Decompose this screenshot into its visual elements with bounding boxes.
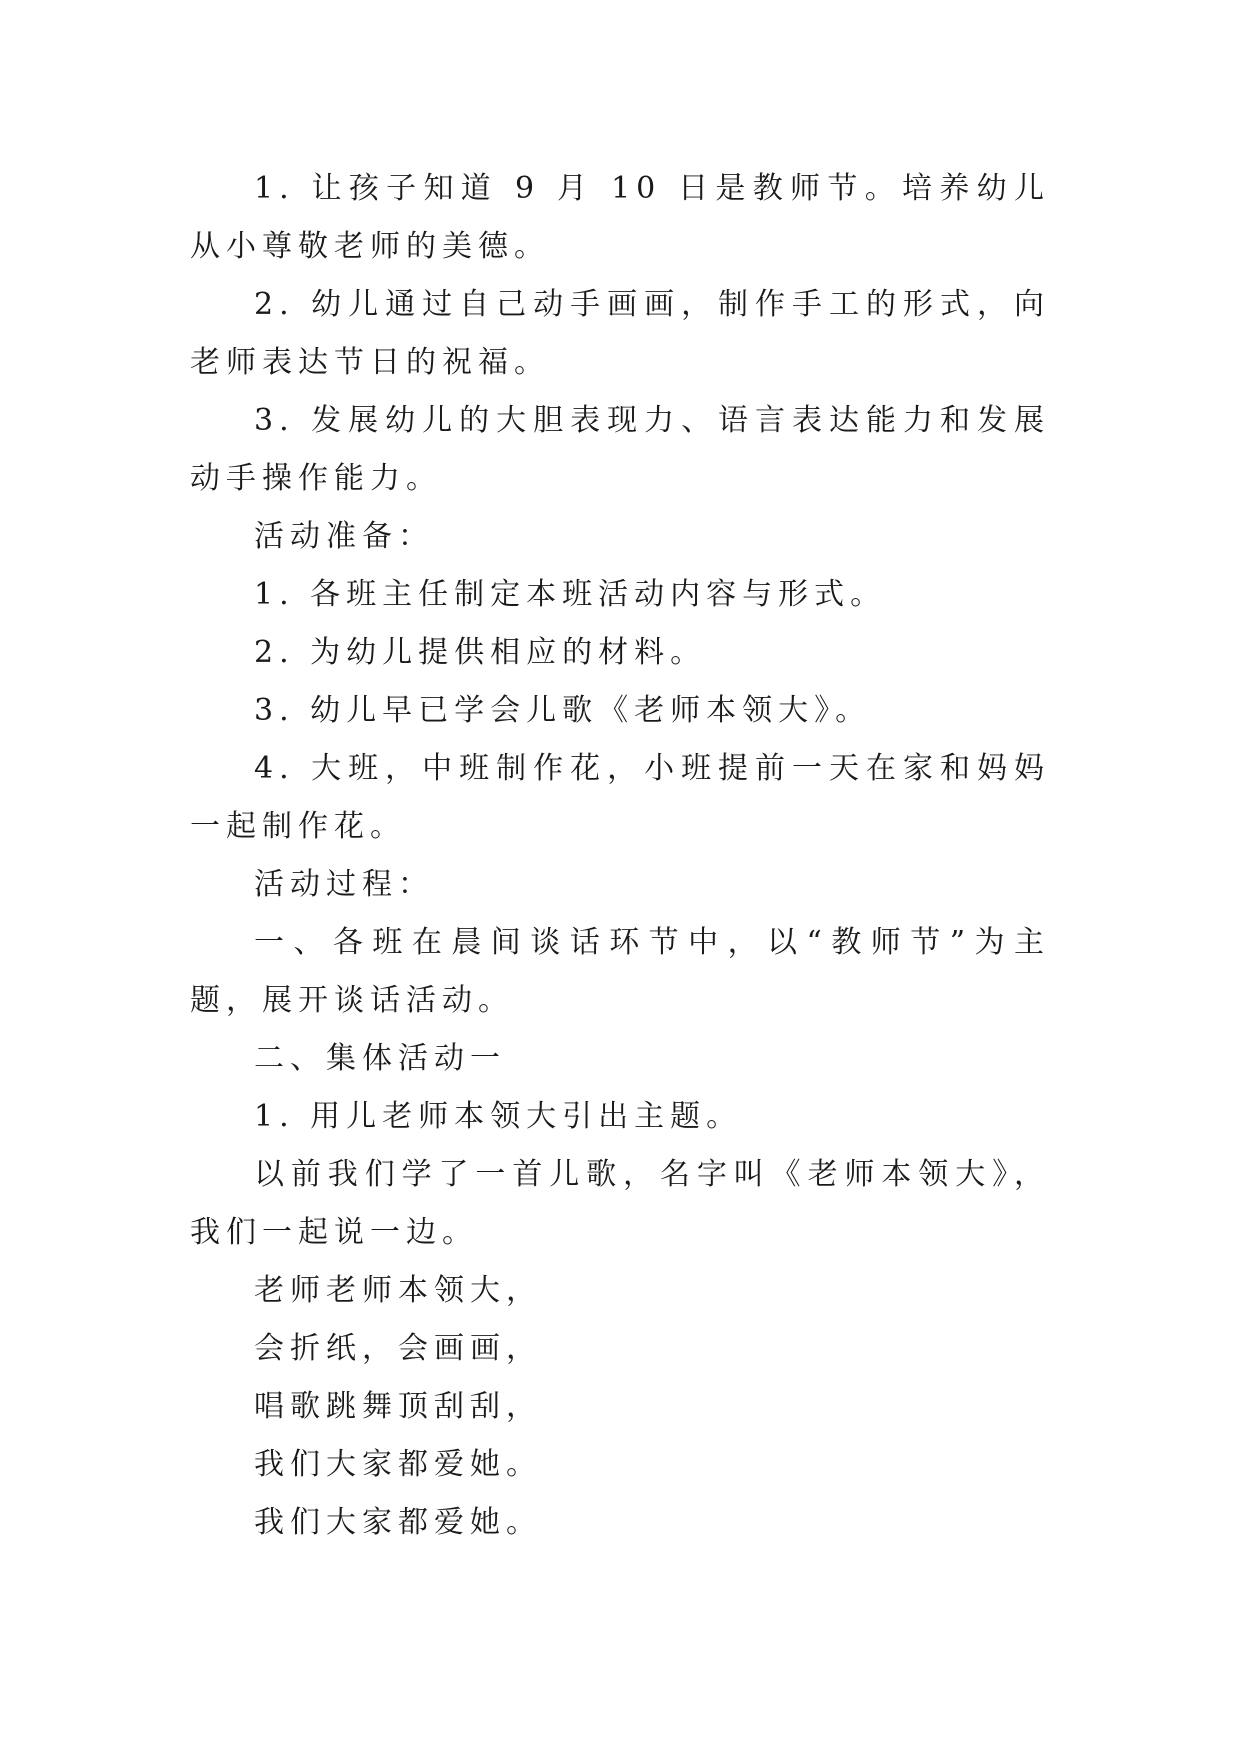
rhyme-line-5: 我们大家都爱她。 (254, 1505, 542, 1540)
preparation-item-1: 1. 各班主任制定本班活动内容与形式。 (254, 577, 887, 612)
preparation-item-4: 4. 大班，中班制作花，小班提前一天在家和妈妈一起制作花。 (190, 751, 1050, 844)
section-heading-process: 活动过程： (254, 867, 434, 902)
preparation-item-3: 3. 幼儿早已学会儿歌《老师本领大》。 (254, 693, 872, 728)
activity-item-1: 1. 用儿老师本领大引出主题。 (254, 1099, 743, 1134)
preparation-item-2: 2. 为幼儿提供相应的材料。 (254, 635, 707, 670)
process-step-1: 一、各班在晨间谈话环节中，以“教师节”为主题，展开谈话活动。 (190, 925, 1050, 1018)
section-heading-preparation: 活动准备： (254, 519, 434, 554)
rhyme-line-4: 我们大家都爱她。 (254, 1447, 542, 1482)
document-body (190, 160, 1050, 1552)
goal-item-3: 3. 发展幼儿的大胆表现力、语言表达能力和发展动手操作能力。 (190, 403, 1050, 496)
rhyme-line-3: 唱歌跳舞顶刮刮， (254, 1389, 542, 1424)
process-step-2: 二、集体活动一 (254, 1041, 506, 1076)
goal-item-1: 1. 让孩子知道 9 月 10 日是教师节。培养幼儿从小尊敬老师的美德。 (190, 171, 1050, 264)
activity-intro-text: 以前我们学了一首儿歌，名字叫《老师本领大》，我们一起说一边。 (190, 1157, 1050, 1250)
rhyme-line-1: 老师老师本领大， (254, 1273, 542, 1308)
rhyme-line-2: 会折纸，会画画， (254, 1331, 542, 1366)
goal-item-2: 2. 幼儿通过自己动手画画，制作手工的形式，向老师表达节日的祝福。 (190, 287, 1050, 380)
